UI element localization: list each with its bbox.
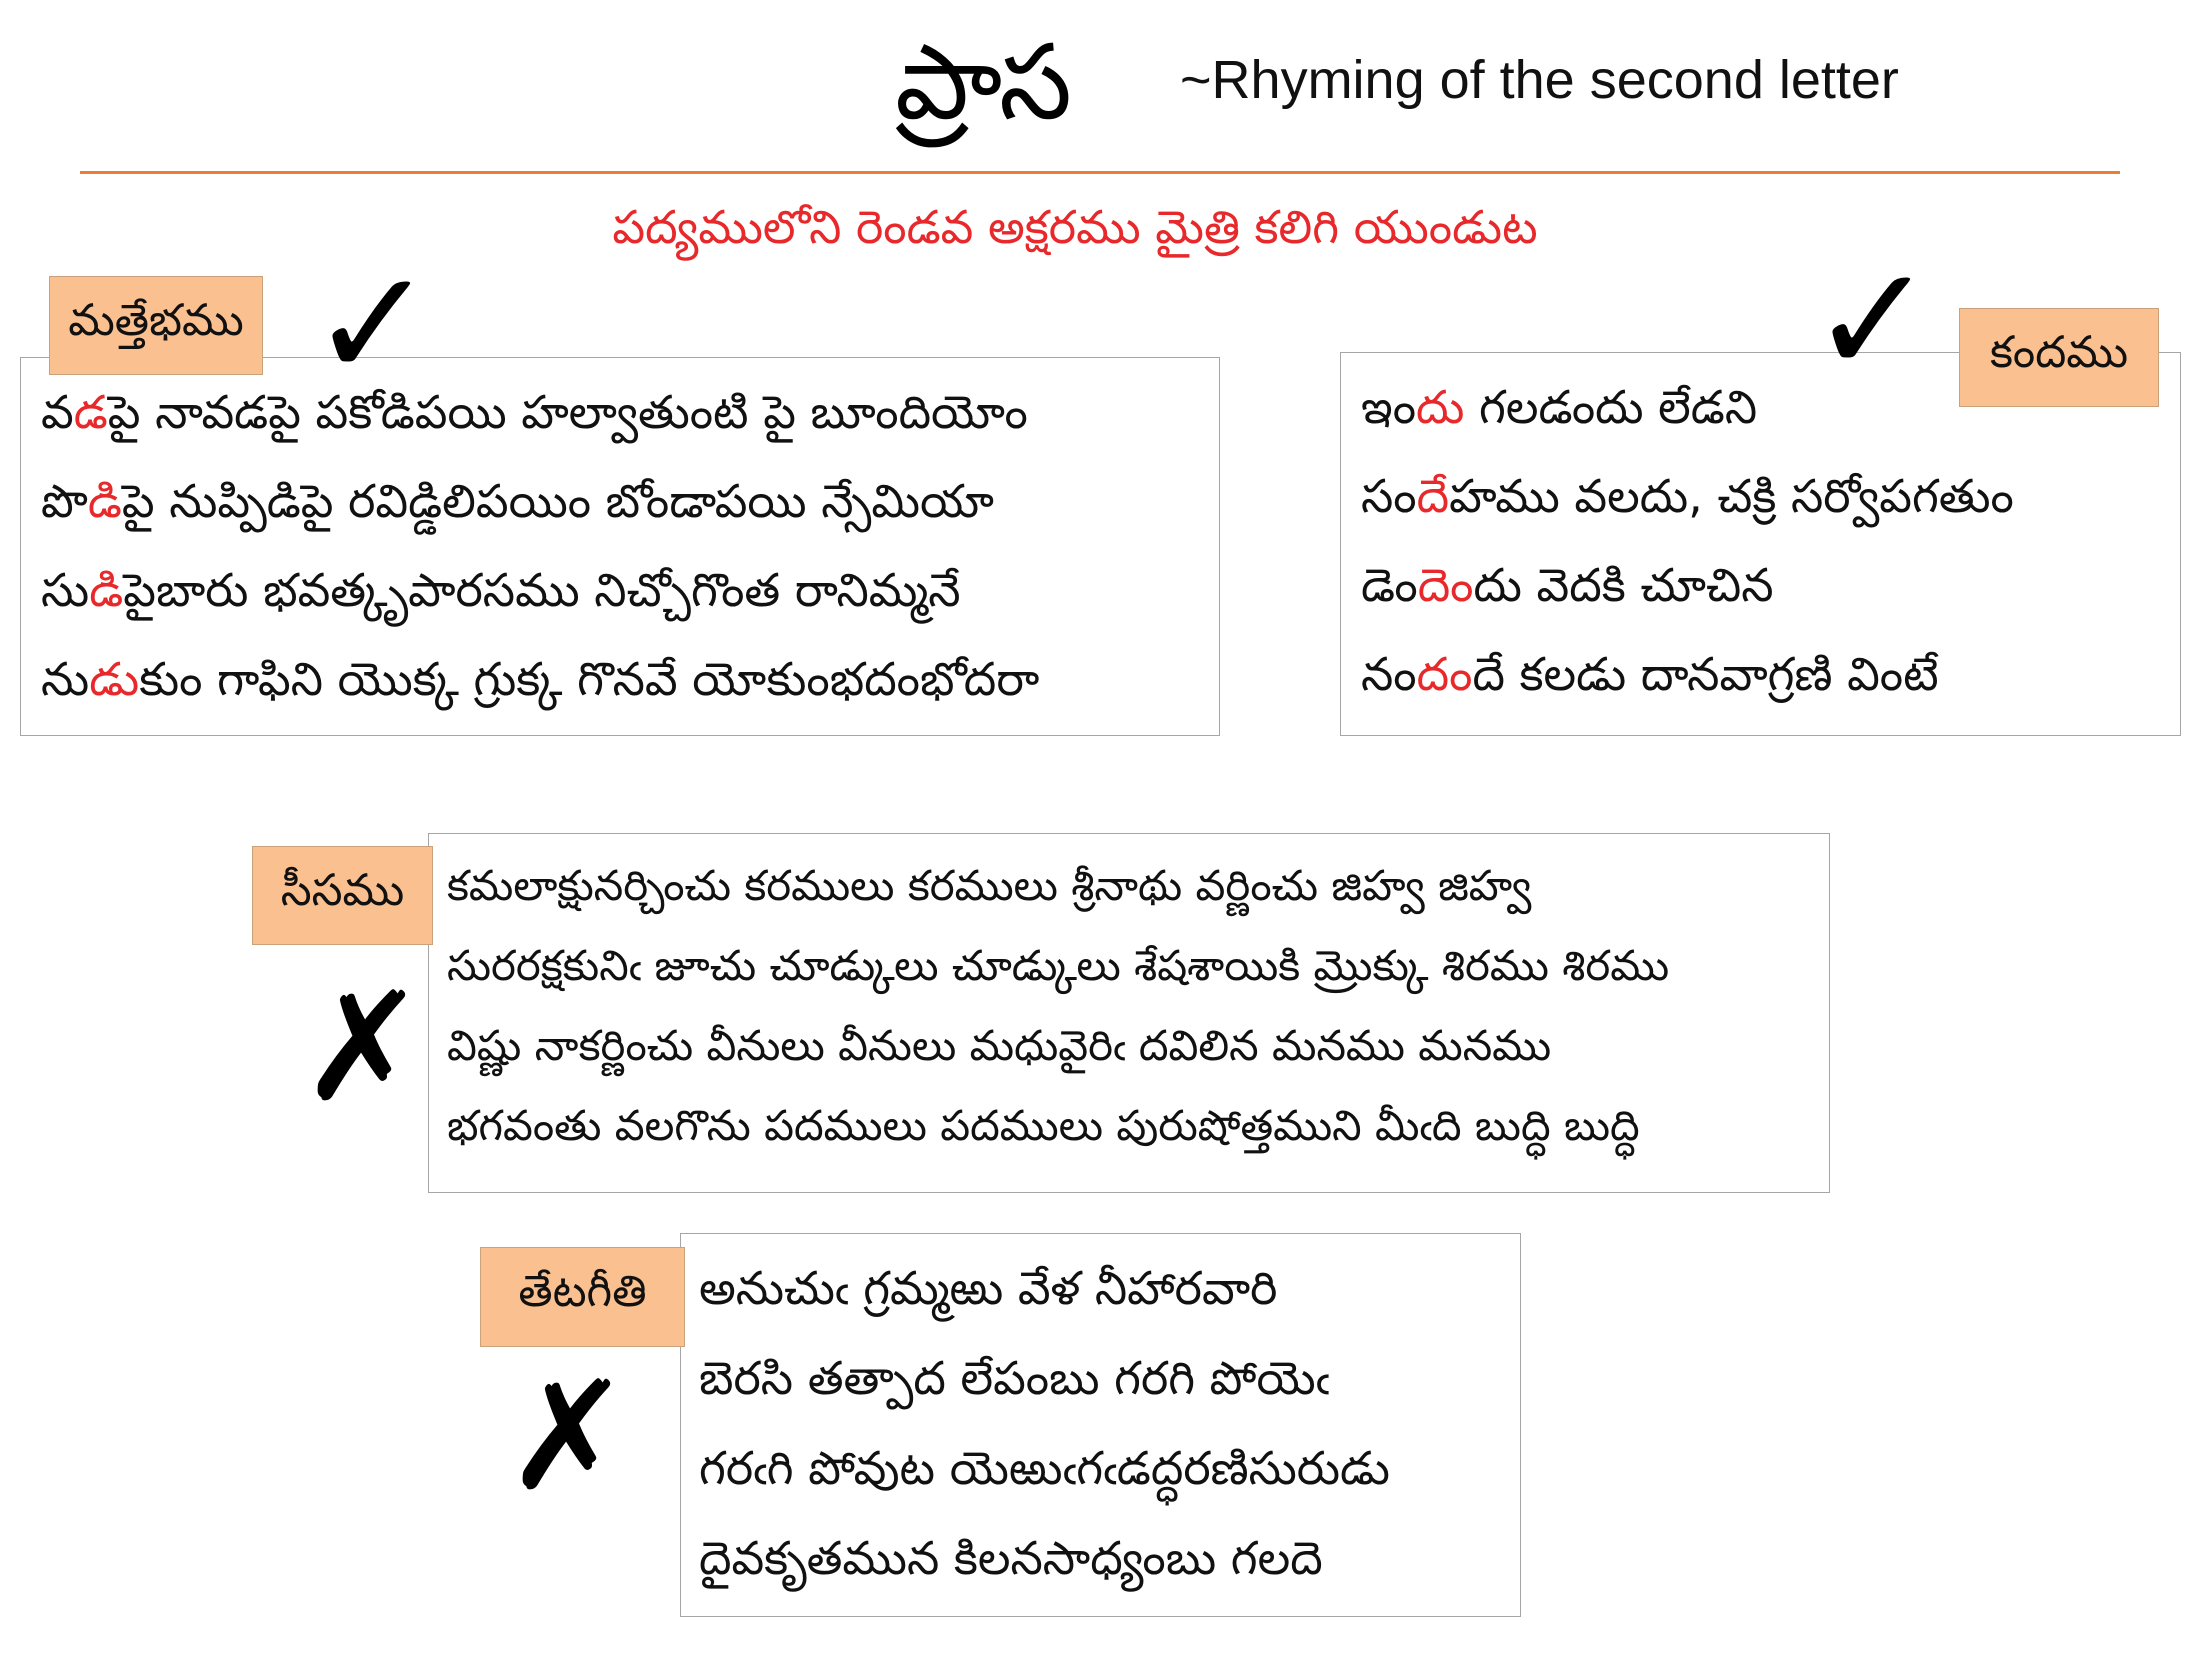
poem-line [1361,375,1757,439]
line-prefix: పొ [41,474,88,528]
rhyme-letter: దెం [1417,558,1474,612]
poem-line [41,558,961,622]
line-rest: పై నావడపై పకోడిపయి హల్వాతుంటి పై బూందియోం [107,385,1028,439]
divider [80,171,2120,174]
line-prefix: ను [41,652,90,706]
meter-tag-tetageeti: తేటగీతి [480,1247,685,1347]
poem-box-tetageeti [680,1233,1521,1617]
poem-line [1361,464,2014,528]
line-rest: కుం గాఫిని యొక్క గ్రుక్క గొనవే యోకుంభదంభోదరా [139,652,1040,706]
poem-line: గరఁగి పోవుట యెఱుఁగఁడద్ధరణిసురుడు [699,1441,1390,1495]
meter-tag-seesamu: సీసము [252,846,433,945]
checkmark-icon: ✓ [1810,234,1936,408]
line-rest: గలడందు లేడని [1464,380,1758,434]
rhyme-letter: దు [1416,380,1465,434]
line-prefix: డెం [1361,558,1418,612]
poem-box-seesamu [428,833,1830,1193]
rhyme-letter: డ [73,385,108,439]
line-prefix: వ [41,385,74,439]
line-prefix: సు [41,563,90,617]
poem-box-kandamu [1340,352,2181,736]
rhyme-letter: డి [89,563,124,617]
rhyme-letter: దం [1416,647,1473,701]
poem-line: భగవంతు వలగొను పదములు పదములు పురుషోత్తముని మీఁది బుద్ధి బుద్ధి [447,1101,1640,1150]
line-rest: హము వలదు, చక్రి సర్వోపగతుం [1449,469,2014,523]
rhyme-letter: డు [89,652,140,706]
poem-line: విష్ణు నాకర్ణించు వీనులు వీనులు మధువైరిఁ దవిలిన మనము మనము [447,1021,1552,1070]
page-title: ప్రాస [895,21,1073,143]
poem-line [1361,642,1939,706]
line-prefix: నం [1361,647,1417,701]
poem-line: అనుచుఁ గ్రమ్మఱు వేళ నీహారవారి [699,1261,1278,1315]
line-rest: పైబారు భవత్కృపారసము నిచ్చోగొంత రానిమ్మనే [123,563,961,617]
cross-icon: ✗ [505,1350,631,1524]
line-prefix: ఇం [1361,380,1417,434]
rhyme-letter: దే [1416,469,1450,523]
poem-line [41,469,994,533]
line-rest: దే కలడు దానవాగ్రణి వింటే [1472,647,1939,701]
poem-line: సురరక్షకునిఁ జూచు చూడ్కులు చూడ్కులు శేషశాయికి మ్రొక్కు శిరము శిరము [447,941,1670,990]
poem-line: బెరసి తత్పాద లేపంబు గరగి పోయెఁ [699,1351,1330,1405]
poem-line [41,647,1039,711]
rhyme-letter: డి [87,474,122,528]
poem-line: కమలాక్షునర్చించు కరములు కరములు శ్రీనాథు వర్ణించు జిహ్వ జిహ్వ [447,861,1532,910]
meter-tag-kandamu: కందము [1959,308,2159,407]
checkmark-icon: ✓ [310,238,436,412]
line-prefix: సం [1361,469,1417,523]
cross-icon: ✗ [300,961,426,1135]
page-subtitle: ~Rhyming of the second letter [1180,50,1899,110]
poem-line [41,380,1028,444]
definition-text: పద్యములోని రెండవ అక్షరము మైత్రి కలిగి యుండుట [612,200,1538,254]
line-rest: దు వెదకి చూచిన [1473,558,1774,612]
line-rest: పై నుప్పిడిపై రవిడ్డిలిపయిం బోండాపయి న్సేమియా [121,474,994,528]
poem-box-mattebhamu [20,357,1220,736]
poem-line: దైవకృతమున కిలనసాధ్యంబు గలదె [699,1531,1323,1585]
poem-line [1361,553,1774,617]
meter-tag-mattebhamu: మత్తేభము [49,276,263,375]
